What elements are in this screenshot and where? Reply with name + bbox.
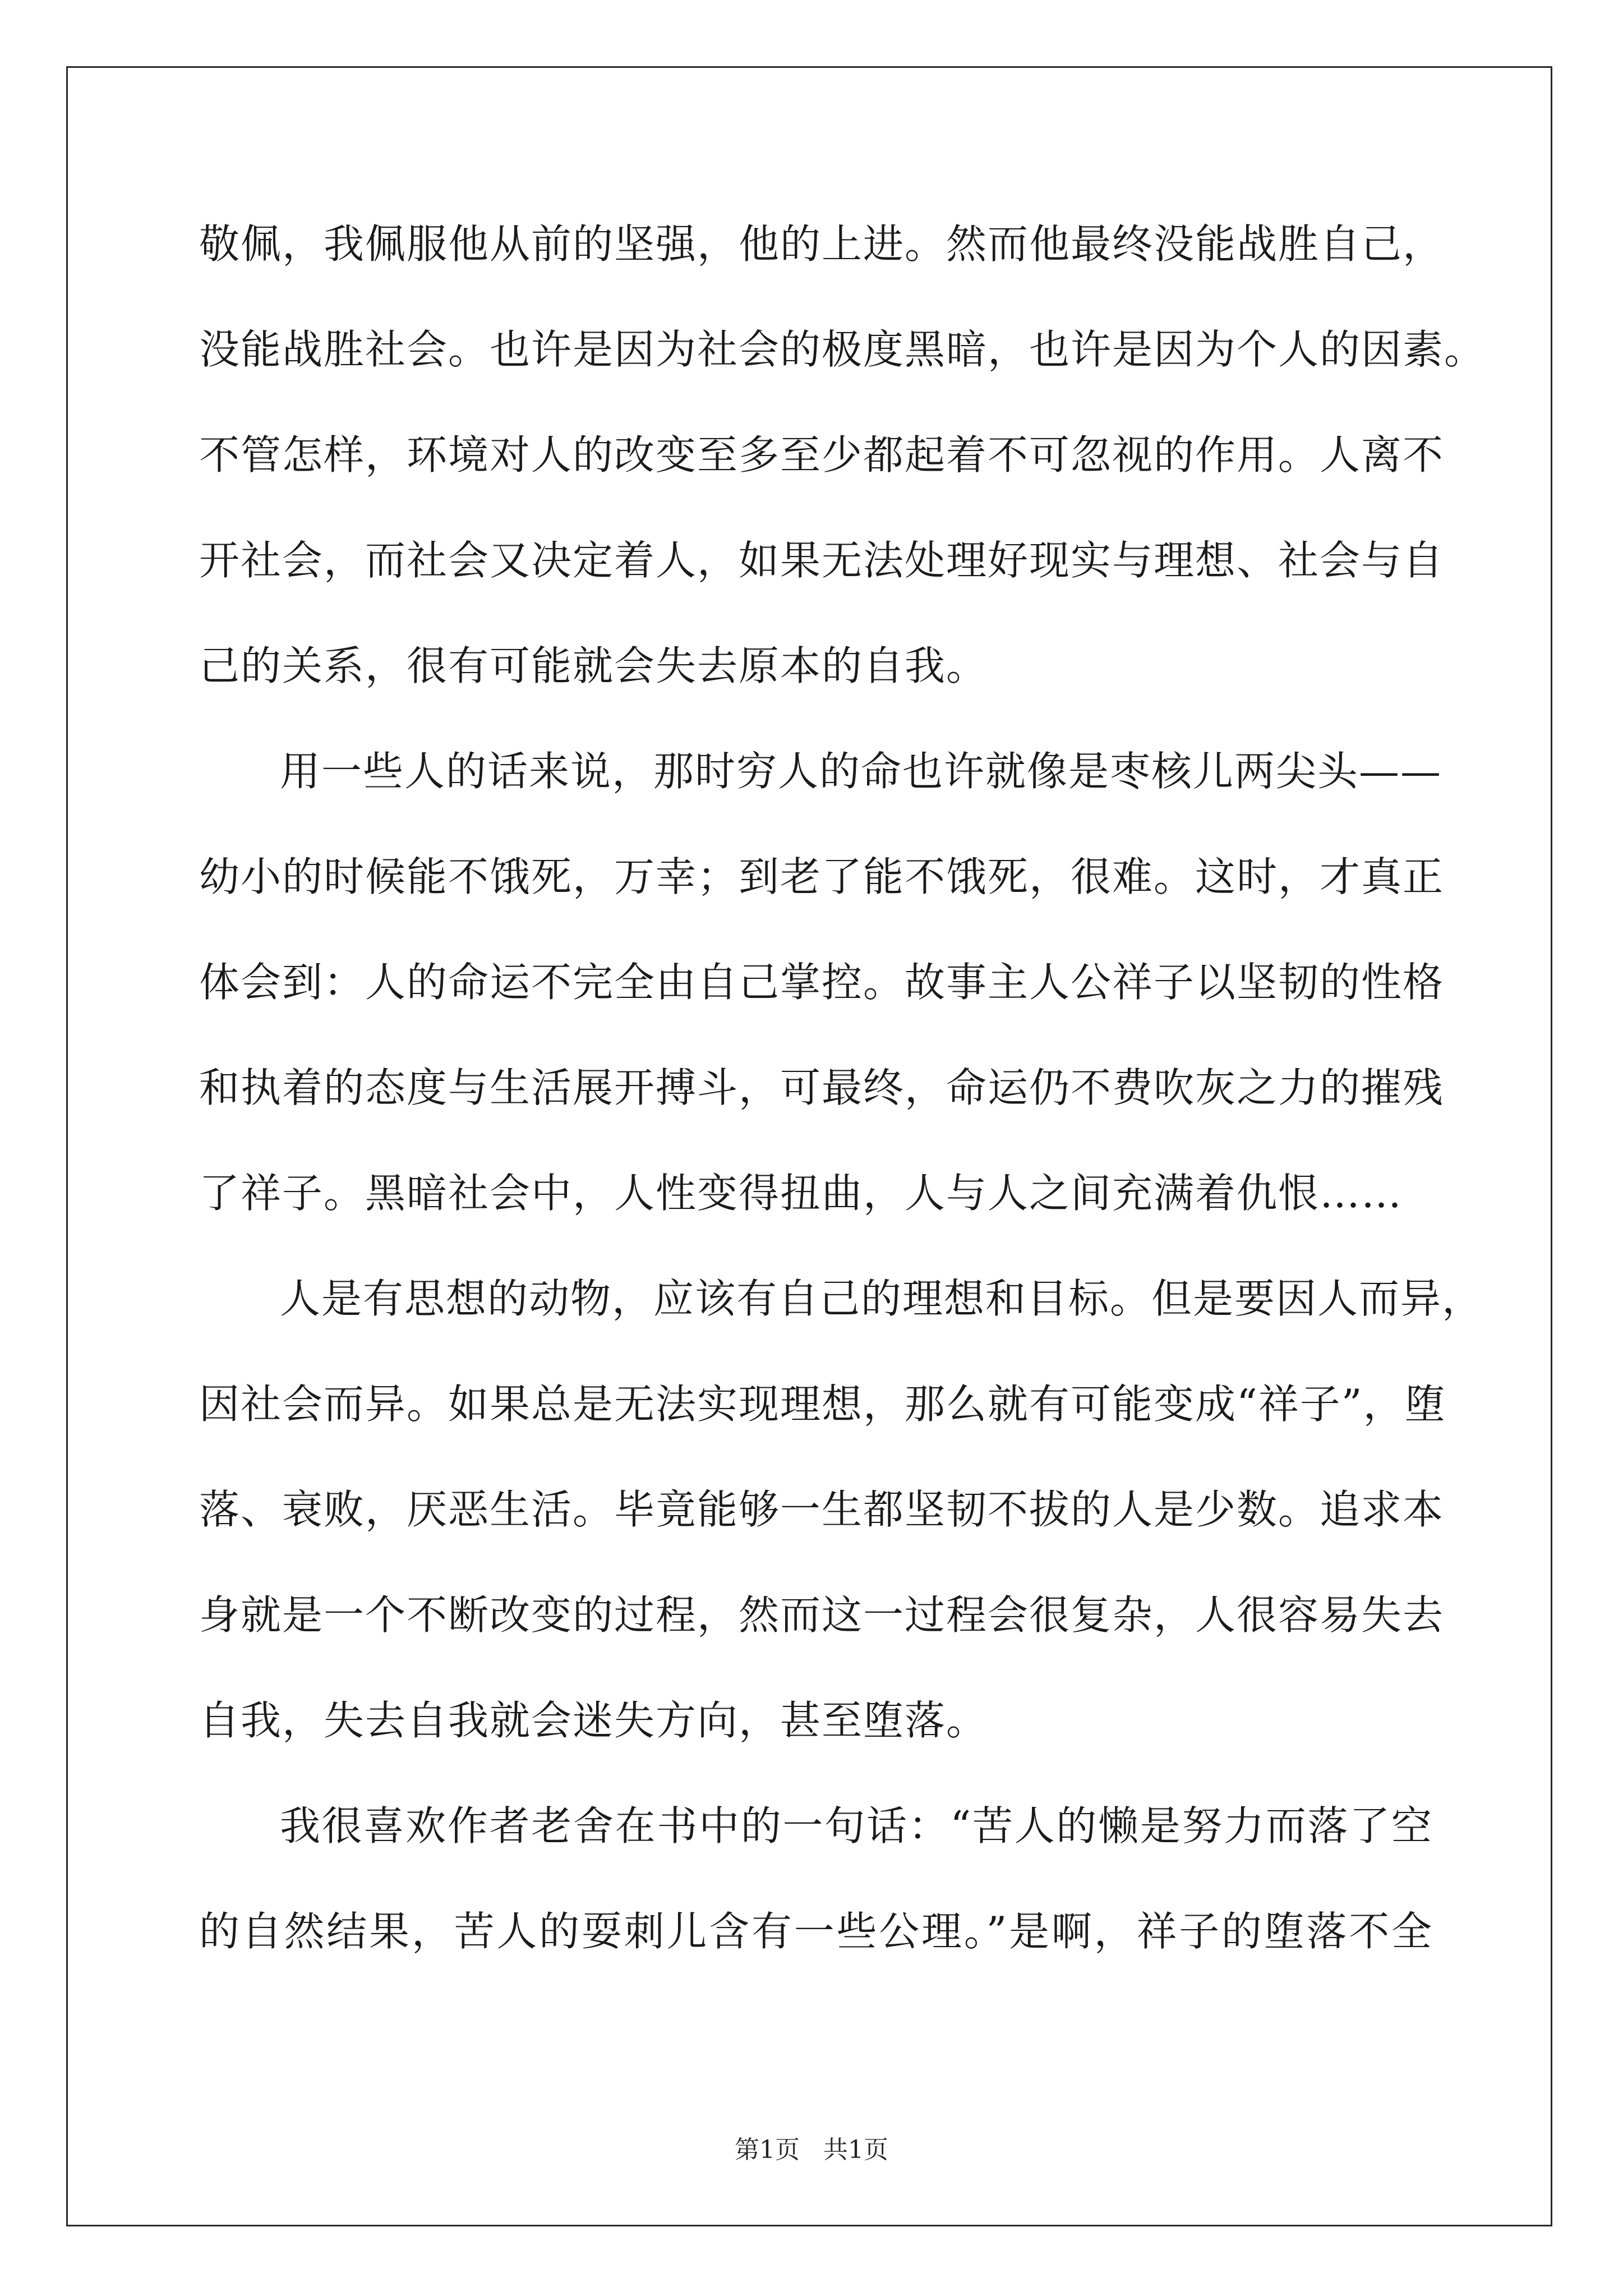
text-line: 落、衰败，厌恶生活。毕竟能够一生都坚韧不拔的人是少数。追求本 xyxy=(199,1486,1445,1533)
text-line: 没能战胜社会。也许是因为社会的极度黑暗，也许是因为个人的因素。 xyxy=(199,326,1486,373)
text-line: 开社会，而社会又决定着人，如果无法处理好现实与理想、社会与自 xyxy=(199,537,1445,584)
text-line: 我很喜欢作者老舍在书中的一句话：“苦人的懒是努力而落了空 xyxy=(280,1802,1433,1849)
text-line: 敬佩，我佩服他从前的坚强，他的上进。然而他最终没能战胜自己， xyxy=(199,220,1445,268)
text-line: 幼小的时候能不饿死，万幸；到老了能不饿死，很难。这时，才真正 xyxy=(199,853,1445,900)
page-number: 第1页 xyxy=(735,2136,800,2164)
text-line: 己的关系，很有可能就会失去原本的自我。 xyxy=(199,642,988,689)
page-total: 共1页 xyxy=(823,2136,888,2164)
text-line: 体会到：人的命运不完全由自己掌控。故事主人公祥子以坚韧的性格 xyxy=(199,959,1445,1006)
text-line: 自我，失去自我就会迷失方向，甚至堕落。 xyxy=(199,1697,988,1744)
text-line: 不管怎样，环境对人的改变至多至少都起着不可忽视的作用。人离不 xyxy=(199,431,1445,478)
text-line: 用一些人的话来说，那时穷人的命也许就像是枣核儿两尖头—— xyxy=(280,748,1442,795)
text-line: 和执着的态度与生活展开搏斗，可最终，命运仍不费吹灰之力的摧残 xyxy=(199,1064,1445,1111)
document-body xyxy=(199,216,1486,2009)
text-line: 身就是一个不断改变的过程，然而这一过程会很复杂，人很容易失去 xyxy=(199,1591,1445,1639)
text-line: 了祥子。黑暗社会中，人性变得扭曲，人与人之间充满着仇恨…… xyxy=(199,1170,1403,1217)
text-line: 人是有思想的动物，应该有自己的理想和目标。但是要因人而异， xyxy=(280,1275,1484,1322)
text-line: 的自然结果，苦人的耍刺儿含有一些公理。”是啊，祥子的堕落不全 xyxy=(199,1908,1433,1955)
page-footer xyxy=(0,2134,1623,2166)
text-line: 因社会而异。如果总是无法实现理想，那么就有可能变成“祥子”，堕 xyxy=(199,1381,1446,1428)
